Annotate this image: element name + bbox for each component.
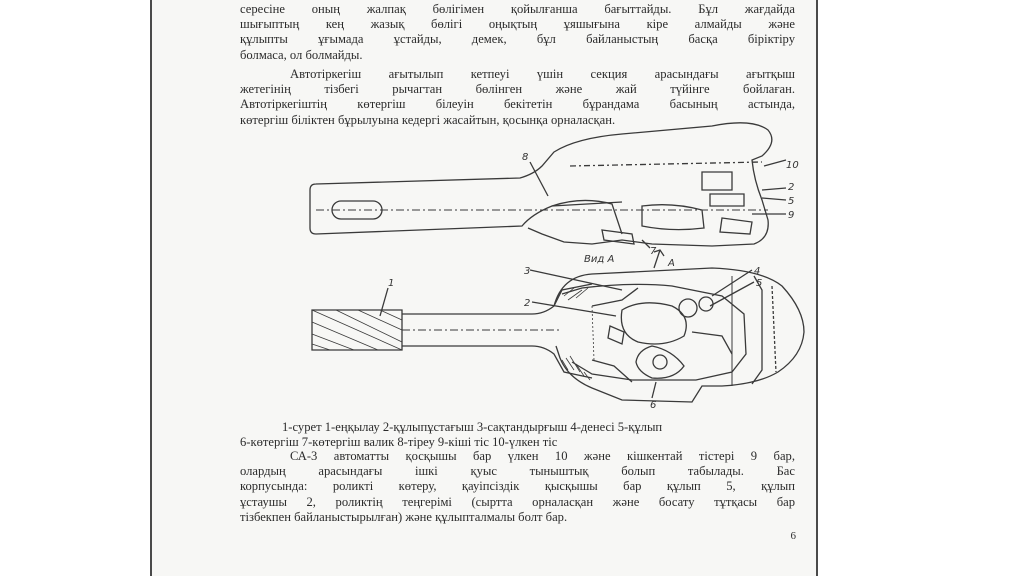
label-4: 4 [754,266,761,277]
label-6: 6 [650,400,657,411]
paragraph-3 [240,449,795,525]
label-5b: 5 [756,278,763,289]
text-line: сересіне оның жалпақ бөлігімен қойылғанша бағыттайды. Бұл жағдайда [240,2,795,16]
text-line: корпусында: роликті көтеру, қауіпсіздік қысқышы бар құлып 5, құлып [240,479,795,494]
coupler-drawing [292,110,812,415]
lock-part [621,303,686,344]
label-10: 10 [786,160,799,171]
text-line: шығыптың кең жазық бөлігі оңықтың ұяшығына кіре алмайды және [240,17,795,32]
shank-outline [310,190,622,234]
text-line: жетегінің тізбегі рычагтан бөлінген және жай түйінге бойлаған. [240,82,795,97]
label-8: 8 [522,152,529,163]
text-line: көтергіш біліктен бұрылуына кедергі жасайтын, қосынқа орналасқан. [240,112,616,127]
text-line: СА-3 автоматты қосқышы бар үлкен 10 және кішкентай тістері 9 бар, [290,449,795,463]
arrow-label: А [668,258,675,269]
text-line: құлыпты ұғымада ұстайды, демек, бұл байланыстың басқа біріктіру [240,32,795,47]
text-line: болмаса, ол болмайды. [240,47,363,62]
label-5: 5 [788,196,795,207]
caption-line-1: 1-сурет 1-еңқылау 2-құлыпұстағыш 3-сақтандырғыш 4-денесі 5-құлып [282,420,663,434]
caption-line-2: 6-көтергіш 7-көтергіш валик 8-тіреу 9-кіші тіс 10-үлкен тіс [240,435,558,450]
text-line: Автотіркегіштің көтергіш білеуін бекітетін бұрандама басының астында, [240,97,795,112]
text-line: тізбекпен байланыстырылған) және құлыпталмалы болт бар. [240,509,568,524]
view-label: Вид А [584,254,615,265]
text-line: ұстаушы 2, роликтің теңгерімі (сыртта орналасқан және босату тұтқасы бар [240,494,795,509]
figure-caption [240,420,795,450]
label-9: 9 [788,210,795,221]
label-3: 3 [524,266,531,277]
paragraph-1 [240,2,795,63]
label-2: 2 [788,182,795,193]
text-line: Автотіркегіш ағытылып кетпеуі үшін секция арасындағы ағытқыш [290,67,795,81]
label-7: 7 [650,246,657,257]
page-number: 6 [790,530,796,542]
label-1: 1 [388,278,395,289]
text-line: олардың арасындағы ішкі қуыс тыныштық болып табылады. Бас [240,464,795,479]
document-page [150,0,818,576]
label-2b: 2 [524,298,531,309]
lifter-part [636,346,684,378]
